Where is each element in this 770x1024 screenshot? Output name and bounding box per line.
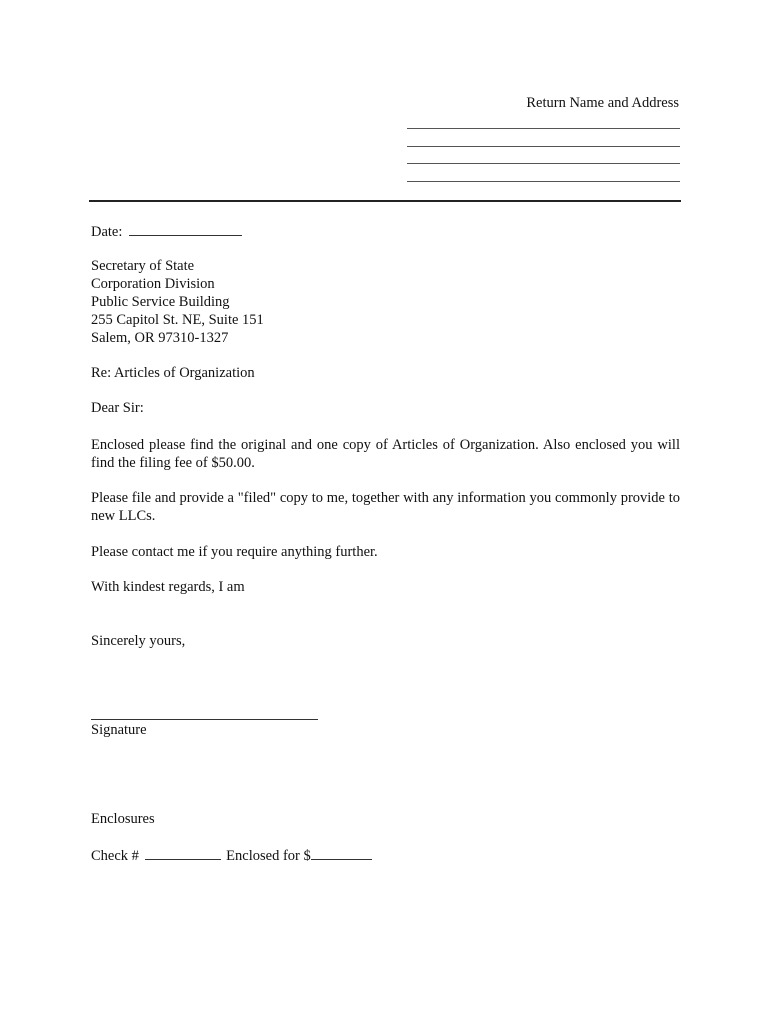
signature-field[interactable]	[91, 719, 318, 720]
recipient-line-2: Corporation Division	[91, 276, 215, 292]
recipient-line-3: Public Service Building	[91, 294, 230, 310]
subject-line: Re: Articles of Organization	[91, 365, 255, 381]
date-row	[91, 222, 242, 241]
return-address-line-2[interactable]	[407, 146, 680, 147]
return-address-line-3[interactable]	[407, 163, 680, 164]
recipient-line-5: Salem, OR 97310-1327	[91, 330, 229, 346]
payment-row	[91, 846, 372, 865]
return-address-title: Return Name and Address	[526, 95, 679, 111]
salutation: Dear Sir:	[91, 400, 144, 416]
enclosures-label: Enclosures	[91, 811, 155, 827]
body-paragraph-1: Enclosed please find the original and one copy of Articles of Organization. Also enclosed you will find the filing fee of $50.00.	[91, 437, 680, 471]
check-number-field[interactable]	[145, 846, 221, 860]
signature-label: Signature	[91, 722, 147, 738]
enclosed-amount-label: Enclosed for $	[226, 848, 311, 864]
body-paragraph-2: Please file and provide a "filed" copy to me, together with any information you commonly provide to new LLCs.	[91, 490, 680, 524]
body-paragraph-4: With kindest regards, I am	[91, 579, 245, 595]
date-field[interactable]	[129, 222, 242, 236]
body-paragraph-3: Please contact me if you require anything further.	[91, 544, 378, 560]
check-number-label: Check #	[91, 848, 139, 864]
return-address-line-4[interactable]	[407, 181, 680, 182]
date-label: Date:	[91, 224, 123, 240]
recipient-line-4: 255 Capitol St. NE, Suite 151	[91, 312, 264, 328]
return-address-line-1[interactable]	[407, 128, 680, 129]
enclosed-amount-field[interactable]	[311, 846, 372, 860]
closing: Sincerely yours,	[91, 633, 186, 649]
recipient-address	[91, 257, 264, 347]
header-divider	[89, 200, 681, 202]
recipient-line-1: Secretary of State	[91, 258, 195, 274]
